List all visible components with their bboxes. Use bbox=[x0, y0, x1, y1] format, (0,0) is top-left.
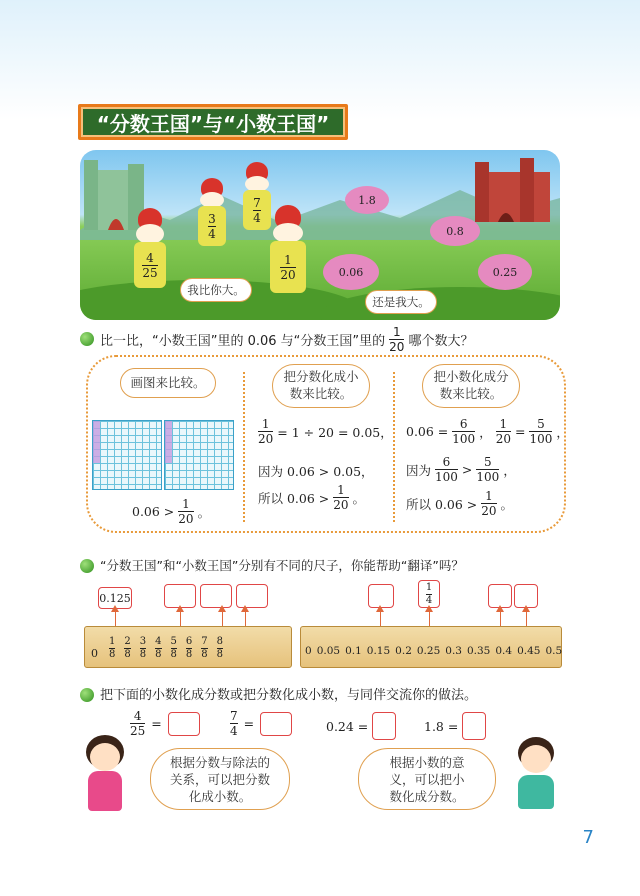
section-title: “分数王国”与“小数王国” bbox=[78, 104, 348, 140]
boy-character bbox=[508, 735, 568, 815]
bullet-icon bbox=[80, 688, 94, 702]
divider bbox=[243, 372, 245, 522]
decimal-ruler-labels: 0 0.05 0.1 0.15 0.2 0.25 0.3 0.35 0.4 0.45 0.5 bbox=[305, 645, 563, 657]
arrow-icon bbox=[180, 611, 181, 627]
answer-box-filled: 0.125 bbox=[98, 587, 132, 609]
arrow-icon bbox=[222, 611, 223, 627]
answer-input[interactable] bbox=[372, 712, 396, 740]
page-number: 7 bbox=[582, 827, 594, 848]
method-3-cloud: 把小数化成分 数来比较。 bbox=[422, 364, 520, 408]
kingdom-illustration bbox=[80, 150, 560, 320]
exercise-3: 0.24 = bbox=[326, 712, 396, 740]
answer-input[interactable] bbox=[168, 712, 200, 736]
arrow-icon bbox=[429, 611, 430, 627]
fraction-label: $\frac{3}{4}$ bbox=[208, 211, 216, 241]
fraction-person bbox=[130, 208, 170, 292]
boy-tip-bubble: 根据小数的意 义，可以把小 数化成分数。 bbox=[358, 748, 496, 810]
method-2-line-2: 因为 0.06 > 0.05， bbox=[258, 464, 374, 479]
arrow-icon bbox=[380, 611, 381, 627]
method-1-result: 0.06 > $\frac{1}{20}$ 。 bbox=[132, 497, 211, 526]
question-1 bbox=[100, 324, 473, 354]
method-1-cloud: 画图来比较。 bbox=[120, 368, 216, 398]
method-2-line-3: 所以 0.06 > $\frac{1}{20}$ 。 bbox=[258, 483, 366, 512]
fraction-label: $\frac{1}{20}$ bbox=[280, 252, 296, 282]
arrow-icon bbox=[526, 611, 527, 627]
divider bbox=[393, 372, 395, 522]
arrow-icon bbox=[245, 611, 246, 627]
question-2-text: “分数王国”和“小数王国”分别有不同的尺子，你能帮助“翻译”吗？ bbox=[100, 558, 464, 573]
exercise-4: 1.8 = bbox=[424, 712, 486, 740]
method-3-line-1: 0.06 = $\frac{6}{100}$ ， $\frac{1}{20}$ = $\frac{5}{100}$ ， bbox=[406, 417, 569, 446]
answer-box-filled: $\frac{1}{4}$ bbox=[418, 580, 440, 608]
bullet-icon bbox=[80, 332, 94, 346]
method-2-cloud: 把分数化成小 数来比较。 bbox=[272, 364, 370, 408]
fraction-label: $\frac{4}{25}$ bbox=[142, 250, 158, 280]
fraction-person bbox=[266, 205, 310, 297]
speech-bubble-right: 还是我大。 bbox=[365, 290, 437, 314]
fraction-person bbox=[195, 178, 229, 248]
method-3-line-3: 所以 0.06 > $\frac{1}{20}$ 。 bbox=[406, 489, 514, 518]
decimal-pig: 0.8 bbox=[430, 216, 480, 246]
answer-input[interactable] bbox=[462, 712, 486, 740]
fraction-ruler: 0 $\frac{1}{8}$ $\frac{2}{8}$ $\frac{3}{8}$ $\frac{4}{8}$ $\frac{5}{8}$ $\frac{6}{8}$ $\frac{7}{8}$ $\frac{8}{8}$ bbox=[84, 626, 292, 668]
question-1-tail: 哪个数大？ bbox=[408, 333, 474, 349]
arrow-icon bbox=[115, 611, 116, 627]
arrow-icon bbox=[500, 611, 501, 627]
fraction-ruler-labels: $\frac{1}{8}$ $\frac{2}{8}$ $\frac{3}{8}$ $\frac{4}{8}$ $\frac{5}{8}$ $\frac{6}{8}$ $\frac{7}{8}$ $\frac{8}{8}$ bbox=[109, 636, 223, 660]
hundred-grid bbox=[92, 420, 162, 490]
exercise-2: $\frac{7}{4}$ = bbox=[230, 710, 292, 737]
fraction-label: $\frac{7}{4}$ bbox=[253, 195, 261, 225]
girl-character bbox=[72, 735, 142, 815]
bullet-icon bbox=[80, 559, 94, 573]
exercise-1: $\frac{4}{25}$ = bbox=[130, 710, 200, 737]
speech-bubble-left: 我比你大。 bbox=[180, 278, 252, 302]
method-3-line-2: 因为 $\frac{6}{100}$ > $\frac{5}{100}$ ， bbox=[406, 455, 516, 484]
decimal-pig: 0.06 bbox=[323, 254, 379, 290]
hundred-grid bbox=[164, 420, 234, 490]
method-2-line-1: $\frac{1}{20}$ = 1 ÷ 20 = 0.05， bbox=[258, 417, 393, 446]
answer-input[interactable] bbox=[260, 712, 292, 736]
girl-tip-bubble: 根据分数与除法的 关系，可以把分数 化成小数。 bbox=[150, 748, 290, 810]
answer-box[interactable] bbox=[200, 584, 232, 608]
castle-right-icon bbox=[475, 158, 550, 222]
decimal-pig: 0.25 bbox=[478, 254, 532, 290]
question-3-text: 把下面的小数化成分数或把分数化成小数，与同伴交流你的做法。 bbox=[100, 688, 478, 703]
question-1-text: 比一比，“小数王国”里的 0.06 与“分数王国”里的 bbox=[100, 333, 386, 349]
decimal-pig: 1.8 bbox=[345, 186, 389, 214]
question-1-fraction: $\frac{1}{20}$ bbox=[389, 324, 405, 354]
decimal-ruler bbox=[300, 626, 562, 668]
